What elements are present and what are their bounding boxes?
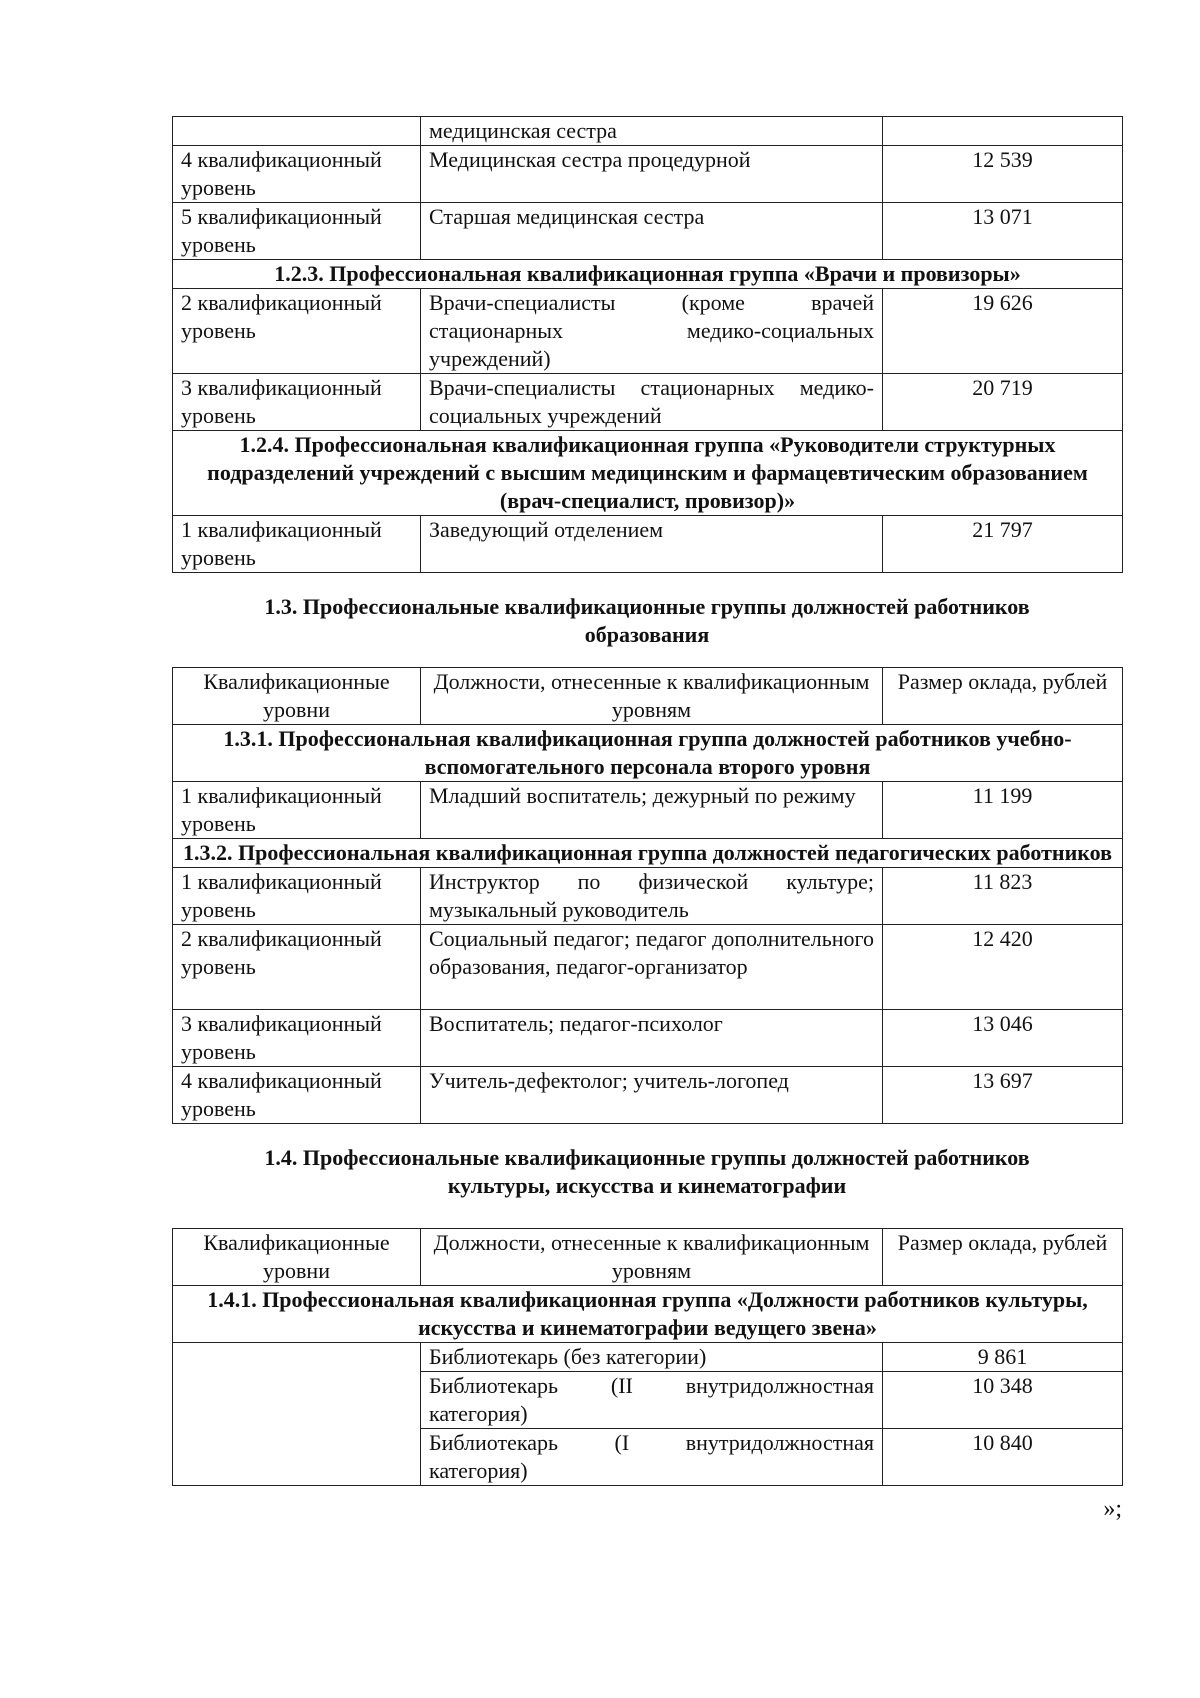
salary-cell: 10 348 [883,1372,1123,1429]
salary-cell: 13 046 [883,1010,1123,1067]
table-medical-staff [172,116,1123,573]
header-levels: Квалификационные уровни [173,668,421,725]
table-header-row [173,1229,1123,1286]
table-row [173,146,1123,203]
group-heading: 1.3.2. Профессиональная квалификационная группа должностей педагогических работников [173,839,1123,868]
level-cell: 1 квалификационный уровень [173,782,421,839]
salary-cell: 9 861 [883,1343,1123,1372]
group-heading-row [173,260,1123,289]
table-row [173,782,1123,839]
position-cell: Врачи-специалисты (кроме врачей стационарных медико-социальных учреждений) [421,289,883,374]
table-row [173,1010,1123,1067]
level-cell [173,117,421,146]
group-heading-row [173,431,1123,516]
position-cell: Библиотекарь (без категории) [421,1343,883,1372]
document-page [172,116,1122,1523]
salary-cell: 12 539 [883,146,1123,203]
header-salary: Размер оклада, рублей [883,1229,1123,1286]
table-row [173,925,1123,1010]
salary-cell: 19 626 [883,289,1123,374]
level-cell: 4 квалификационный уровень [173,146,421,203]
table-row [173,374,1123,431]
header-positions: Должности, отнесенные к квалификационным уровням [421,1229,883,1286]
level-cell: 3 квалификационный уровень [173,374,421,431]
group-heading-row [173,1286,1123,1343]
salary-cell: 11 199 [883,782,1123,839]
header-positions: Должности, отнесенные к квалификационным уровням [421,668,883,725]
salary-cell: 10 840 [883,1429,1123,1486]
group-heading: 1.2.3. Профессиональная квалификационная группа «Врачи и провизоры» [173,260,1123,289]
position-cell: Инструктор по физической культуре; музыкальный руководитель [421,868,883,925]
level-cell: 1 квалификационный уровень [173,868,421,925]
level-cell: 1 квалификационный уровень [173,516,421,573]
header-salary: Размер оклада, рублей [883,668,1123,725]
position-cell: Библиотекарь (I внутридолжностная категория) [421,1429,883,1486]
level-cell: 4 квалификационный уровень [173,1067,421,1124]
section-title: 1.3. Профессиональные квалификационные группы должностей работников образования [264,594,1030,647]
table-header-row [173,668,1123,725]
group-heading: 1.3.1. Профессиональная квалификационная группа должностей работников учебно-вспомогательного персонала второго уровня [173,725,1123,782]
position-cell: Младший воспитатель; дежурный по режиму [421,782,883,839]
position-cell: Старшая медицинская сестра [421,203,883,260]
closing-quote: »; [1103,1496,1122,1522]
group-heading-row [173,839,1123,868]
position-cell: Медицинская сестра процедурной [421,146,883,203]
salary-cell: 11 823 [883,868,1123,925]
table-culture-staff [172,1228,1123,1486]
table-row [173,203,1123,260]
table-row [173,1067,1123,1124]
salary-cell: 20 719 [883,374,1123,431]
position-cell: Воспитатель; педагог-психолог [421,1010,883,1067]
position-cell: Учитель-дефектолог; учитель-логопед [421,1067,883,1124]
position-cell: Врачи-специалисты стационарных медико-социальных учреждений [421,374,883,431]
level-cell [173,1343,421,1486]
group-heading-row [173,725,1123,782]
level-cell: 3 квалификационный уровень [173,1010,421,1067]
level-cell: 5 квалификационный уровень [173,203,421,260]
level-cell: 2 квалификационный уровень [173,925,421,1010]
salary-cell: 21 797 [883,516,1123,573]
table-row [173,289,1123,374]
table-row [173,117,1123,146]
level-cell: 2 квалификационный уровень [173,289,421,374]
salary-cell: 13 071 [883,203,1123,260]
salary-cell: 13 697 [883,1067,1123,1124]
header-levels: Квалификационные уровни [173,1229,421,1286]
position-cell: Библиотекарь (II внутридолжностная категория) [421,1372,883,1429]
position-cell: Заведующий отделением [421,516,883,573]
group-heading: 1.4.1. Профессиональная квалификационная группа «Должности работников культуры, искусства и кинематографии ведущего звена» [173,1286,1123,1343]
section-title: 1.4. Профессиональные квалификационные группы должностей работников культуры, искусства и кинематографии [264,1145,1030,1198]
table-row [173,1343,1123,1372]
table-education-staff [172,667,1123,1124]
table-row [173,868,1123,925]
table-row [173,516,1123,573]
position-cell: Социальный педагог; педагог дополнительного образования, педагог-организатор [421,925,883,1010]
group-heading: 1.2.4. Профессиональная квалификационная группа «Руководители структурных подразделений учреждений с высшим медицинским и фармацевтическим образованием (врач-специалист, провизор)» [173,431,1123,516]
salary-cell [883,117,1123,146]
salary-cell: 12 420 [883,925,1123,1010]
position-cell: медицинская сестра [421,117,883,146]
